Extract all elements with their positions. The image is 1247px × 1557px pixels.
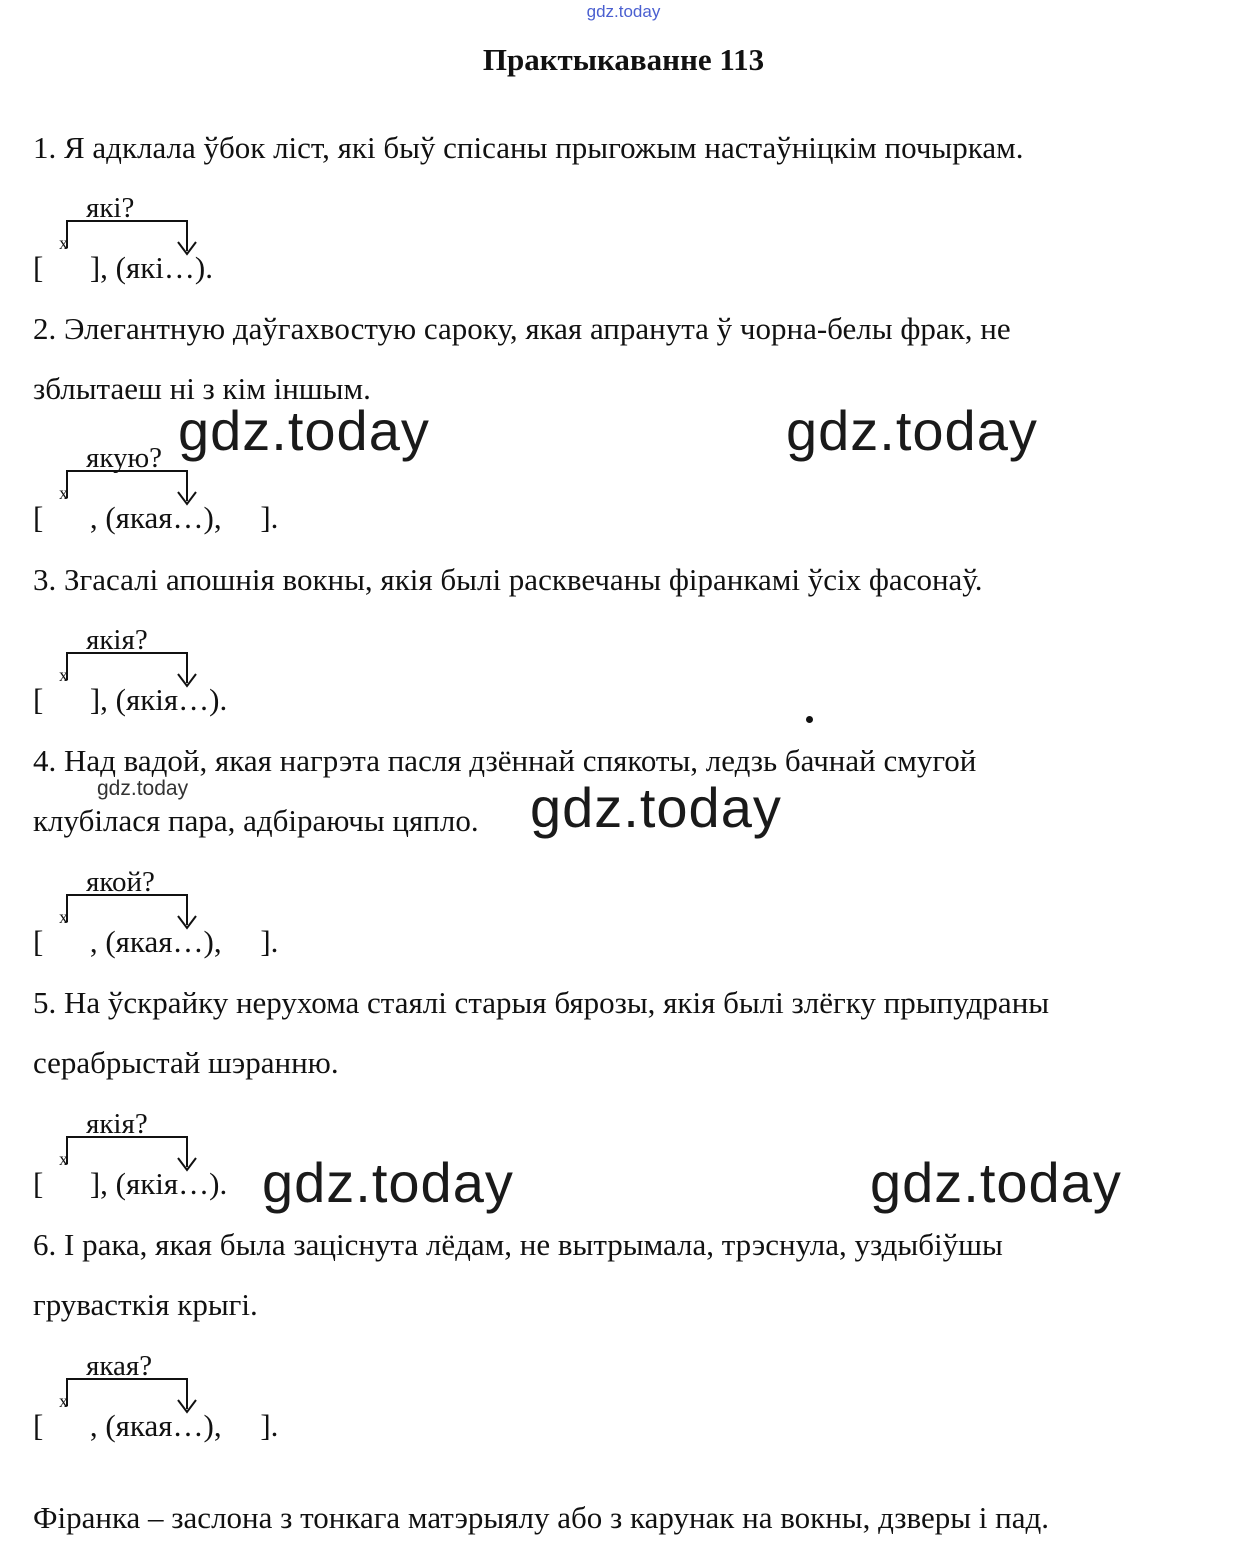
sentence-6-line-1: 6. І рака, якая была зацiснута лёдам, не вытрымала, трэснула, уздыбіўшы xyxy=(33,1227,1003,1262)
scheme-question: які? xyxy=(86,192,135,224)
scheme-formula: [ , (якая…), ]. xyxy=(33,1408,279,1443)
sentence-2-line-2: зблытаеш ні з кім іншым. xyxy=(33,371,371,406)
scheme-formula: [ ], (якія…). xyxy=(33,682,228,717)
scheme-question: якія? xyxy=(86,1108,148,1140)
sentence-5-line-2: серабрыстай шэранню. xyxy=(33,1045,339,1080)
sentence-2-line-1: 2. Элегантную даўгахвостую сароку, якая апранута ў чорна-белы фрак, не xyxy=(33,311,1011,346)
scheme-6 xyxy=(0,1350,600,1450)
speck-dot xyxy=(806,716,813,723)
watermark: gdz.today xyxy=(786,399,1038,462)
watermark: gdz.today xyxy=(178,399,430,462)
scheme-marker: x xyxy=(59,483,68,503)
definition-line: Фіранка – заслона з тонкага матэрыялу або з карунак на вокны, дзверы і пад. xyxy=(33,1500,1050,1535)
scheme-marker: x xyxy=(59,665,68,685)
scheme-marker: x xyxy=(59,1391,68,1411)
site-mark: gdz.today xyxy=(586,2,661,21)
sentence-4-line-2: клубілася пара, адбіраючы цяпло. xyxy=(33,803,479,838)
scheme-formula: [ , (якая…), ]. xyxy=(33,924,279,959)
scheme-formula: [ ], (які…). xyxy=(33,250,213,285)
sentence-4-line-1: 4. Над вадой, якая нагрэта пасля дзённай спякоты, ледзь бачнай смугой xyxy=(33,743,977,778)
sentence-3-line-1: 3. Згасалі апошнія вокны, якія былі расквечаны фіранкамі ўсіх фасонаў. xyxy=(33,562,983,597)
scheme-question: якая? xyxy=(86,1350,153,1382)
scheme-formula: [ , (якая…), ]. xyxy=(33,500,279,535)
watermark: gdz.today xyxy=(262,1151,514,1214)
scheme-4 xyxy=(0,866,600,966)
scheme-3 xyxy=(0,624,600,724)
scheme-question: якой? xyxy=(86,866,155,898)
page-title: Практыкаванне 113 xyxy=(482,42,765,77)
watermark: gdz.today xyxy=(530,776,782,839)
scheme-marker: x xyxy=(59,907,68,927)
scheme-marker: x xyxy=(59,233,68,253)
watermark: gdz.today xyxy=(870,1151,1122,1214)
sentence-5-line-1: 5. На ўскрайку нерухома стаялі старыя бярозы, якія былі злёгку прыпудраны xyxy=(33,985,1050,1020)
sentence-1-line-1: 1. Я адклала ўбок ліст, які быў спісаны прыгожым настаўніцкім почыркам. xyxy=(33,130,1024,165)
watermark-small: gdz.today xyxy=(97,777,189,800)
scheme-marker: x xyxy=(59,1149,68,1169)
sentence-6-line-2: груваcткія крыгі. xyxy=(33,1287,258,1322)
scheme-1 xyxy=(0,192,600,292)
scheme-question: якую? xyxy=(86,442,163,474)
scheme-question: якія? xyxy=(86,624,148,656)
scheme-formula: [ ], (якія…). xyxy=(33,1166,228,1201)
